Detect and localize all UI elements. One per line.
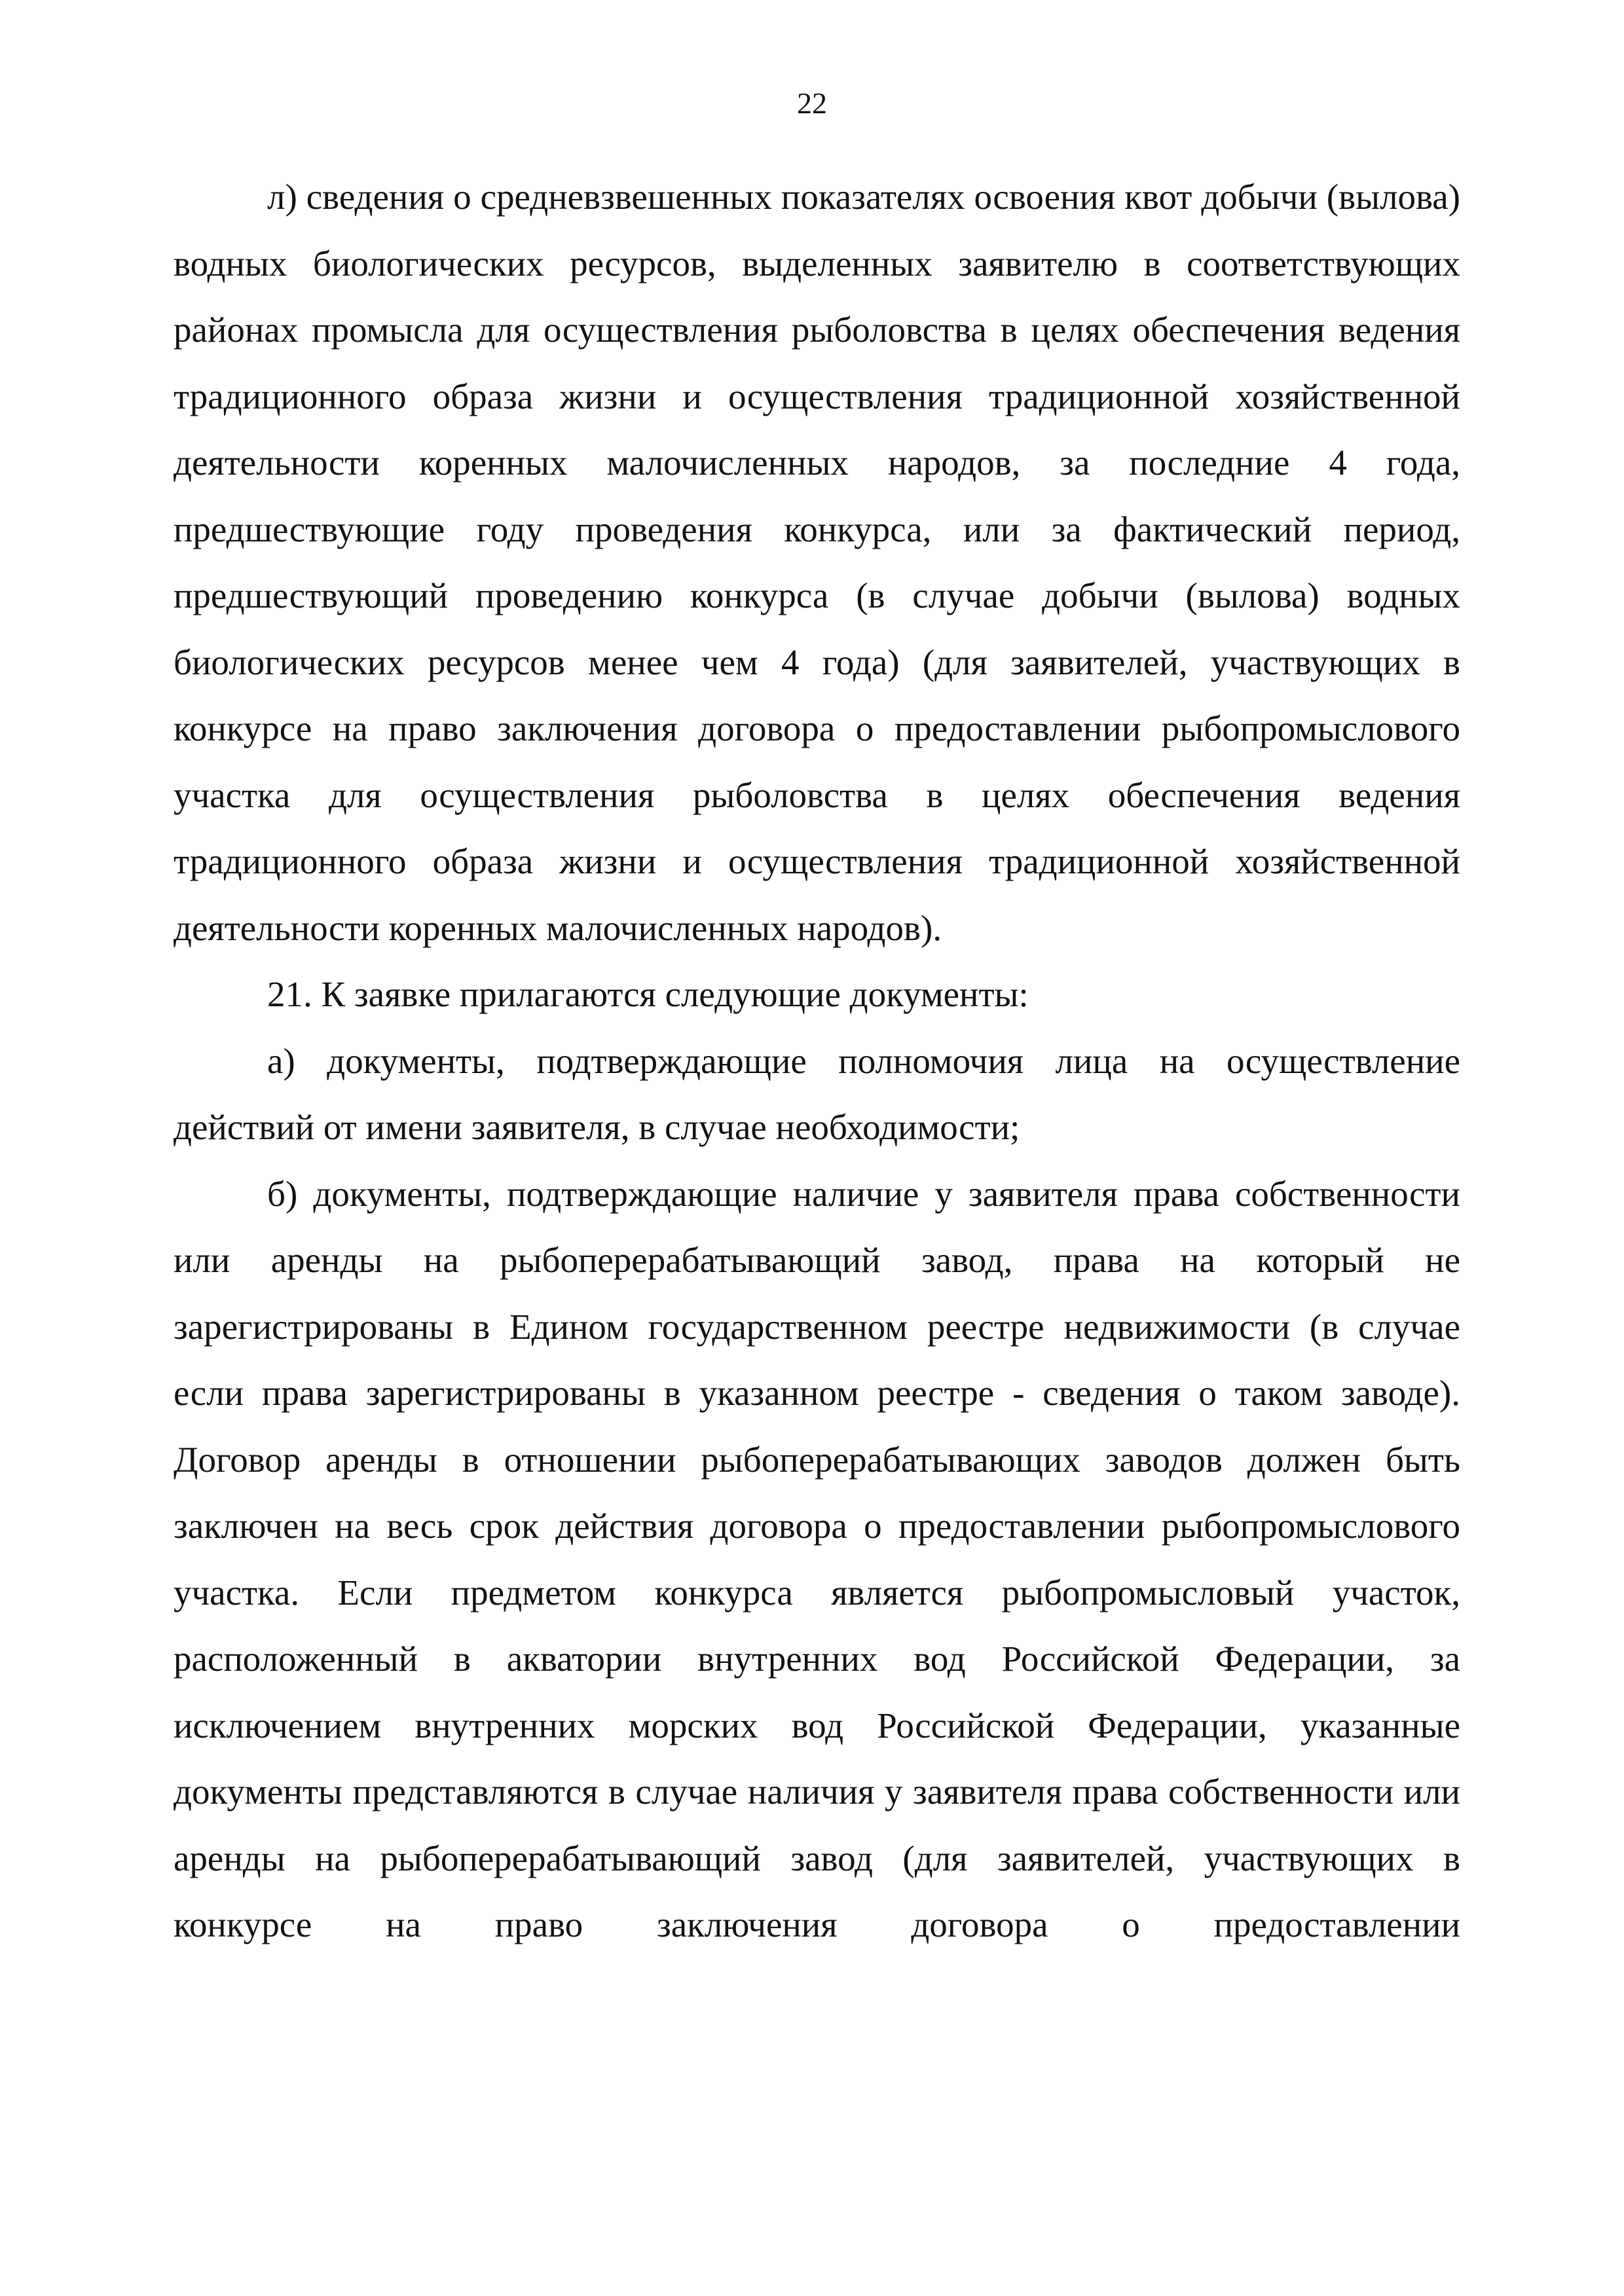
document-body	[174, 164, 1460, 1958]
paragraph-item-a: а) документы, подтверждающие полномочия лица на осуществление действий от имени заявителя, в случае необходимости;	[174, 1040, 1460, 1147]
page-number: 22	[797, 86, 827, 120]
paragraph-item-b: б) документы, подтверждающие наличие у заявителя права собственности или аренды на рыбоперерабатывающий завод, права на который не зарегистрированы в Едином государственном реестре недвижимости (в случае если права зарегистрированы в указанном реестре - сведения о таком заводе). Договор аренды в отношении рыбоперерабатывающих заводов должен быть заключен на весь срок действия договора о предоставлении рыбопромыслового участка. Если предметом конкурса является рыбопромысловый участок, расположенный в акватории внутренних вод Российской Федерации, за исключением внутренних морских вод Российской Федерации, указанные документы представляются в случае наличия у заявителя права собственности или аренды на рыбоперерабатывающий завод (для заявителей, участвующих в конкурсе на право заключения договора о предоставлении	[174, 1173, 1460, 1944]
paragraph-clause-21: 21. К заявке прилагаются следующие документы:	[267, 974, 1029, 1014]
paragraph-item-l: л) сведения о средневзвешенных показателях освоения квот добычи (вылова) водных биологических ресурсов, выделенных заявителю в соответствующих районах промысла для осуществления рыболовства в целях обеспечения ведения традиционного образа жизни и осуществления традиционной хозяйственной деятельности коренных малочисленных народов, за последние 4 года, предшествующие году проведения конкурса, или за фактический период, предшествующий проведению конкурса (в случае добычи (вылова) водных биологических ресурсов менее чем 4 года) (для заявителей, участвующих в конкурсе на право заключения договора о предоставлении рыбопромыслового участка для осуществления рыболовства в целях обеспечения ведения традиционного образа жизни и осуществления традиционной хозяйственной деятельности коренных малочисленных народов).	[174, 177, 1460, 948]
